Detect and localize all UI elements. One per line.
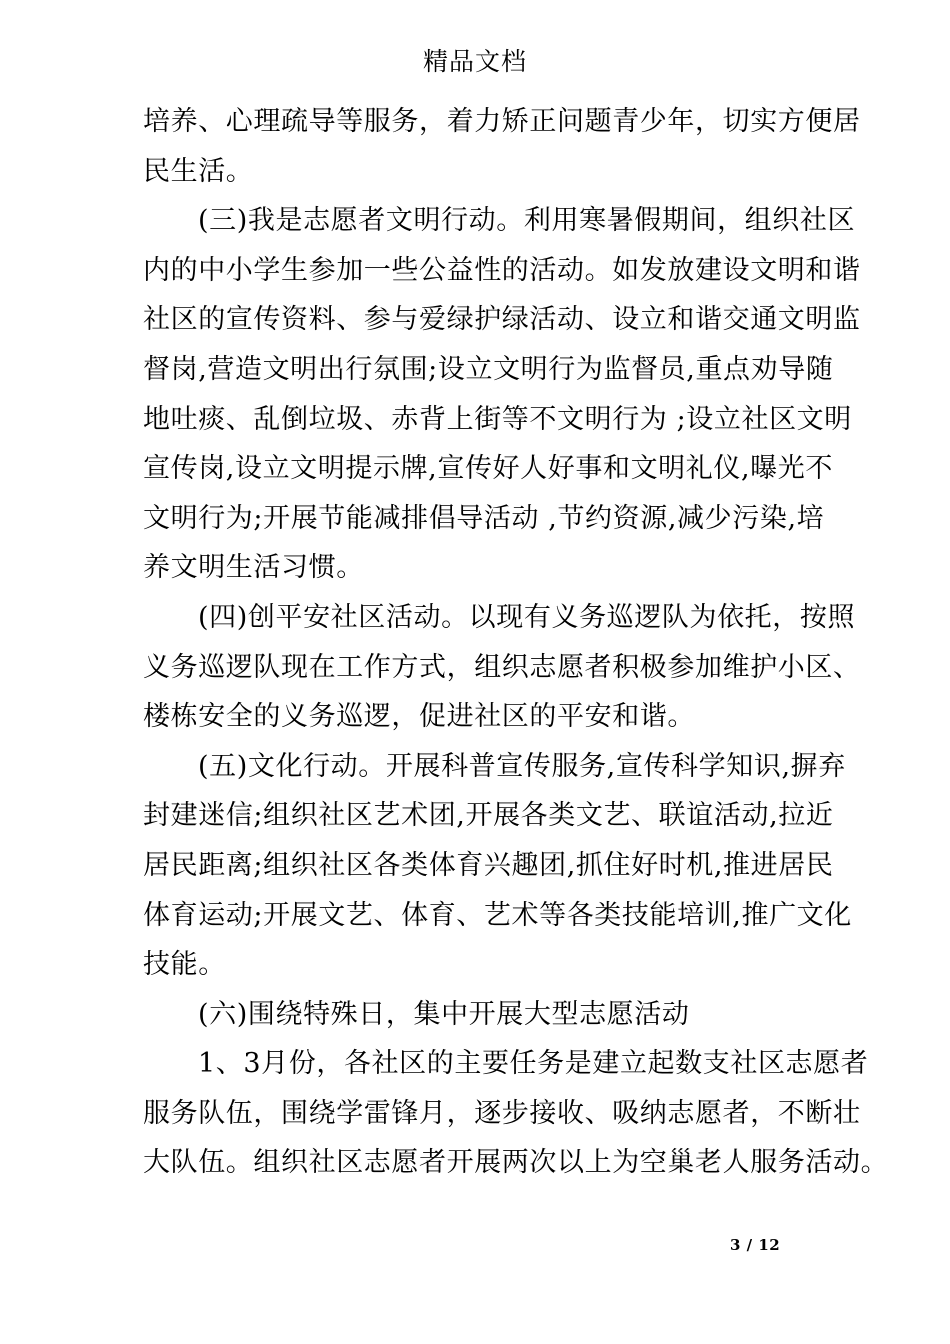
- paragraph-start-line: (四)创平安社区活动。以现有义务巡逻队为依托，按照: [198, 601, 856, 633]
- body-line: 体育运动;开展文艺、体育、艺术等各类技能培训,推广文化: [143, 899, 852, 931]
- page-number: 3 / 12: [730, 1236, 781, 1254]
- body-line: 技能。: [143, 949, 226, 981]
- document-header-title: 精品文档: [422, 47, 527, 76]
- body-line: 服务队伍，围绕学雷锋月，逐步接收、吸纳志愿者，不断壮: [143, 1097, 861, 1129]
- paragraph-start-line: (五)文化行动。开展科普宣传服务,宣传科学知识,摒弃: [198, 750, 846, 782]
- paragraph-start-line: (六)围绕特殊日，集中开展大型志愿活动: [198, 998, 690, 1030]
- body-line: 封建迷信;组织社区艺术团,开展各类文艺、联谊活动,拉近: [143, 800, 834, 832]
- body-line: 义务巡逻队现在工作方式，组织志愿者积极参加维护小区、: [143, 651, 861, 683]
- body-line: 内的中小学生参加一些公益性的活动。如发放建设文明和谐: [143, 254, 861, 286]
- body-line: 楼栋安全的义务巡逻，促进社区的平安和谐。: [143, 701, 695, 733]
- body-line: 文明行为;开展节能减排倡导活动 ,节约资源,减少污染,培: [143, 502, 825, 534]
- body-line: 培养、心理疏导等服务，着力矫正问题青少年，切实方便居: [143, 106, 861, 137]
- body-line: 民生活。: [143, 155, 254, 187]
- body-line: 社区的宣传资料、参与爱绿护绿活动、设立和谐交通文明监: [143, 304, 861, 336]
- body-line: 督岗,营造文明出行氛围;设立文明行为监督员,重点劝导随: [143, 353, 834, 385]
- body-line: 养文明生活习惯。: [143, 552, 364, 584]
- paragraph-start-line: (三)我是志愿者文明行动。利用寒暑假期间，组织社区: [198, 205, 856, 237]
- body-line: 居民距离;组织社区各类体育兴趣团,抓住好时机,推进居民: [143, 849, 834, 881]
- body-line: 地吐痰、乱倒垃圾、赤背上街等不文明行为 ;设立社区文明: [143, 403, 852, 435]
- document-body: [143, 97, 889, 1188]
- paragraph-start-line: 1、3月份，各社区的主要任务是建立起数支社区志愿者: [198, 1048, 869, 1080]
- body-line: 大队伍。组织社区志愿者开展两次以上为空巢老人服务活动。: [143, 1147, 889, 1179]
- body-line: 宣传岗,设立文明提示牌,宣传好人好事和文明礼仪,曝光不: [143, 453, 833, 485]
